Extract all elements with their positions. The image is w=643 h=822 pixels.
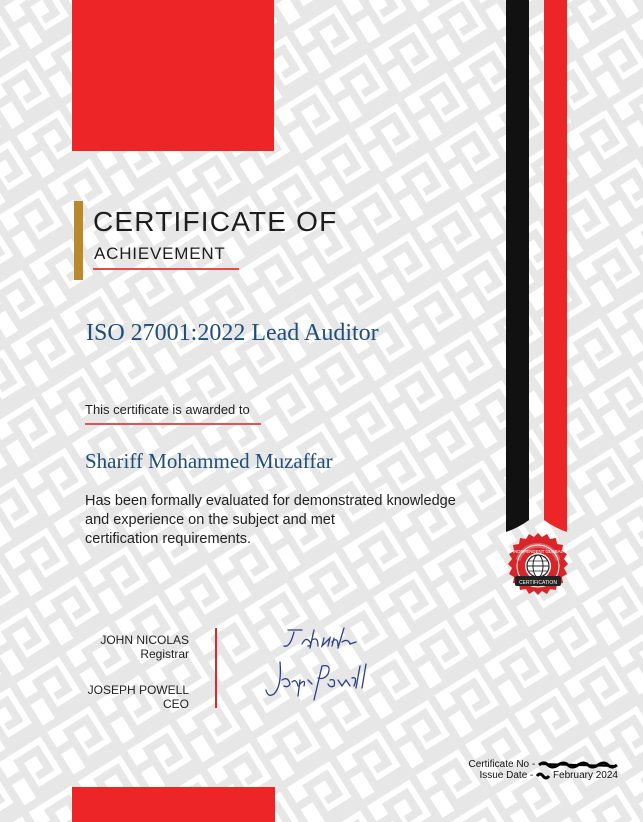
awarded-label: This certificate is awarded to: [85, 402, 250, 417]
signatory-ceo: [60, 683, 189, 711]
redacted-certificate-number-icon: [538, 760, 618, 769]
certificate-subtitle: ACHIEVEMENT: [94, 244, 226, 263]
signatory-name: JOHN NICOLAS: [100, 633, 189, 647]
red-block-top: [72, 0, 274, 151]
description-line: and experience on the subject and met: [85, 512, 335, 528]
issue-date-line: [440, 770, 618, 781]
seal-bottom-text: CERTIFICATION: [519, 580, 557, 586]
title-accent-bar: [74, 201, 83, 280]
certificate-title: CERTIFICATE OF: [93, 206, 338, 237]
certification-seal-icon: [499, 532, 577, 600]
description-text: [85, 492, 505, 549]
signature-ceo-icon: [262, 656, 372, 704]
seal-top-text: INDEPENDENT GLOBAL: [512, 549, 564, 554]
description-line: certification requirements.: [85, 531, 252, 547]
red-block-bottom: [72, 787, 275, 822]
recipient-name: Shariff Mohammed Muzaffar: [85, 449, 333, 473]
signatory-name: JOSEPH POWELL: [87, 683, 189, 697]
certificate-number-label: Certificate No -: [468, 759, 538, 770]
signatory-role: Registrar: [140, 647, 189, 661]
certificate-number-line: [440, 759, 618, 770]
title-underline: [93, 268, 239, 270]
signatory-registrar: [60, 633, 189, 661]
course-name: ISO 27001:2022 Lead Auditor: [86, 320, 379, 346]
redacted-day-icon: [536, 771, 550, 780]
issue-date-month: February 2024: [550, 770, 618, 781]
awarded-underline: [85, 423, 261, 425]
issue-date-label: Issue Date -: [479, 770, 537, 781]
certificate-meta: [440, 759, 618, 781]
signature-registrar-icon: [280, 622, 370, 658]
description-line: Has been formally evaluated for demonstrated knowledge: [85, 493, 456, 509]
ribbon-icon: [498, 0, 578, 540]
signatory-role: CEO: [162, 697, 189, 711]
signature-divider: [215, 628, 217, 708]
